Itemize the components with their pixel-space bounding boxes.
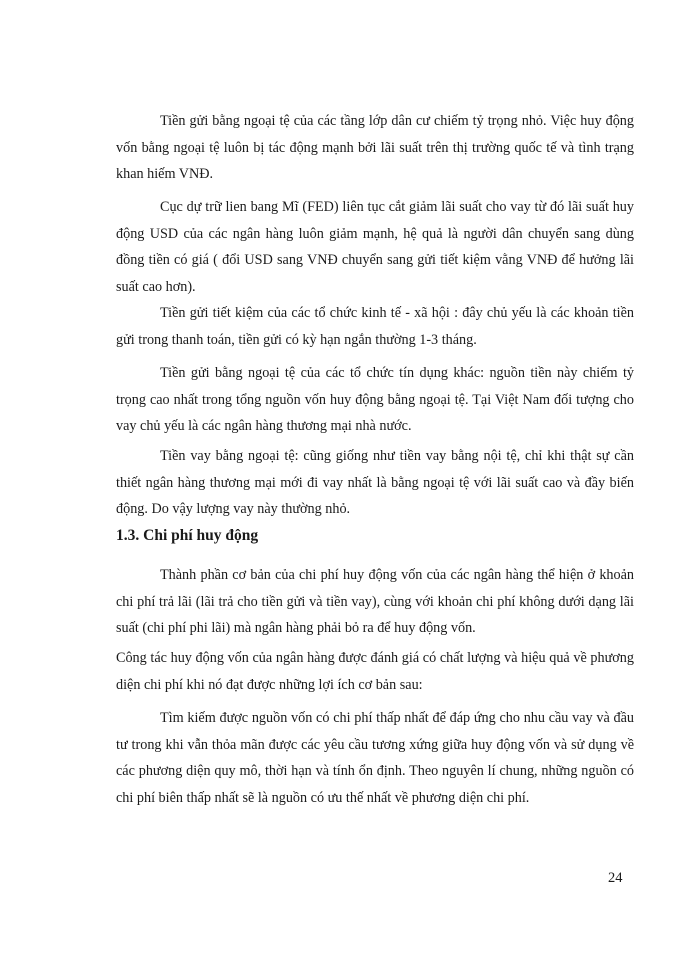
paragraph-fed-interest-rates: Cục dự trữ lien bang Mĩ (FED) liên tục cắt giảm lãi suất cho vay từ đó lãi suất huy động USD của các ngân hàng luôn giảm mạnh, hệ quả là người dân chuyển sang dùng đồng tiền có giá ( đổi USD sang VNĐ chuyển sang gửi tiết kiệm vằng VNĐ để hưởng lãi suất cao hơn). (116, 199, 634, 295)
paragraph-evaluation-criteria: Công tác huy động vốn của ngân hàng được đánh giá có chất lượng và hiệu quả về phương diện chi phí khi nó đạt được những lợi ích cơ bản sau: (116, 650, 634, 693)
paragraph-cost-components: Thành phần cơ bản của chi phí huy động vốn của các ngân hàng thể hiện ở khoản chi phí trả lãi (lãi trả cho tiền gửi và tiền vay), cùng với khoản chi phí không dưới dạng lãi suất (chi phí phi lãi) mà ngân hàng phải bỏ ra để huy động vốn. (116, 567, 634, 636)
page-number: 24 (608, 870, 623, 886)
paragraph-credit-institution-deposits: Tiền gửi bằng ngoại tệ của các tổ chức tín dụng khác: nguồn tiền này chiếm tỷ trọng cao nhất trong tổng nguồn vốn huy động bằng ngoại tệ. Tại Việt Nam đối tượng cho vay chủ yếu là các ngân hàng thương mại nhà nước. (116, 365, 634, 434)
paragraph-foreign-currency-deposits-residents: Tiền gửi bằng ngoại tệ của các tầng lớp dân cư chiếm tỷ trọng nhỏ. Việc huy động vốn bằng ngoại tệ luôn bị tác động mạnh bởi lãi suất trên thị trường quốc tế và tình trạng khan hiếm VNĐ. (116, 113, 634, 182)
paragraph-lowest-cost-sources: Tìm kiếm được nguồn vốn có chi phí thấp nhất để đáp ứng cho nhu cầu vay và đầu tư trong khi vẫn thỏa mãn được các yêu cầu tương xứng giữa huy động vốn và sử dụng về các phương diện quy mô, thời hạn và tính ổn định. Theo nguyên lí chung, những nguồn có chi phí biên thấp nhất sẽ là nguồn có ưu thế nhất về phương diện chi phí. (116, 710, 634, 806)
paragraph-savings-economic-organizations: Tiền gửi tiết kiệm của các tổ chức kinh tế - xã hội : đây chủ yếu là các khoản tiền gửi trong thanh toán, tiền gửi có kỳ hạn ngắn thường 1-3 tháng. (116, 305, 634, 348)
section-heading: 1.3. Chi phí huy động (116, 527, 259, 544)
paragraph-foreign-currency-loans: Tiền vay bằng ngoại tệ: cũng giống như tiền vay bằng nội tệ, chỉ khi thật sự cần thiết ngân hàng thương mại mới đi vay nhất là bằng ngoại tệ với lãi suất cao và đầy biến động. Do vậy lượng vay này thường nhỏ. (116, 448, 634, 517)
